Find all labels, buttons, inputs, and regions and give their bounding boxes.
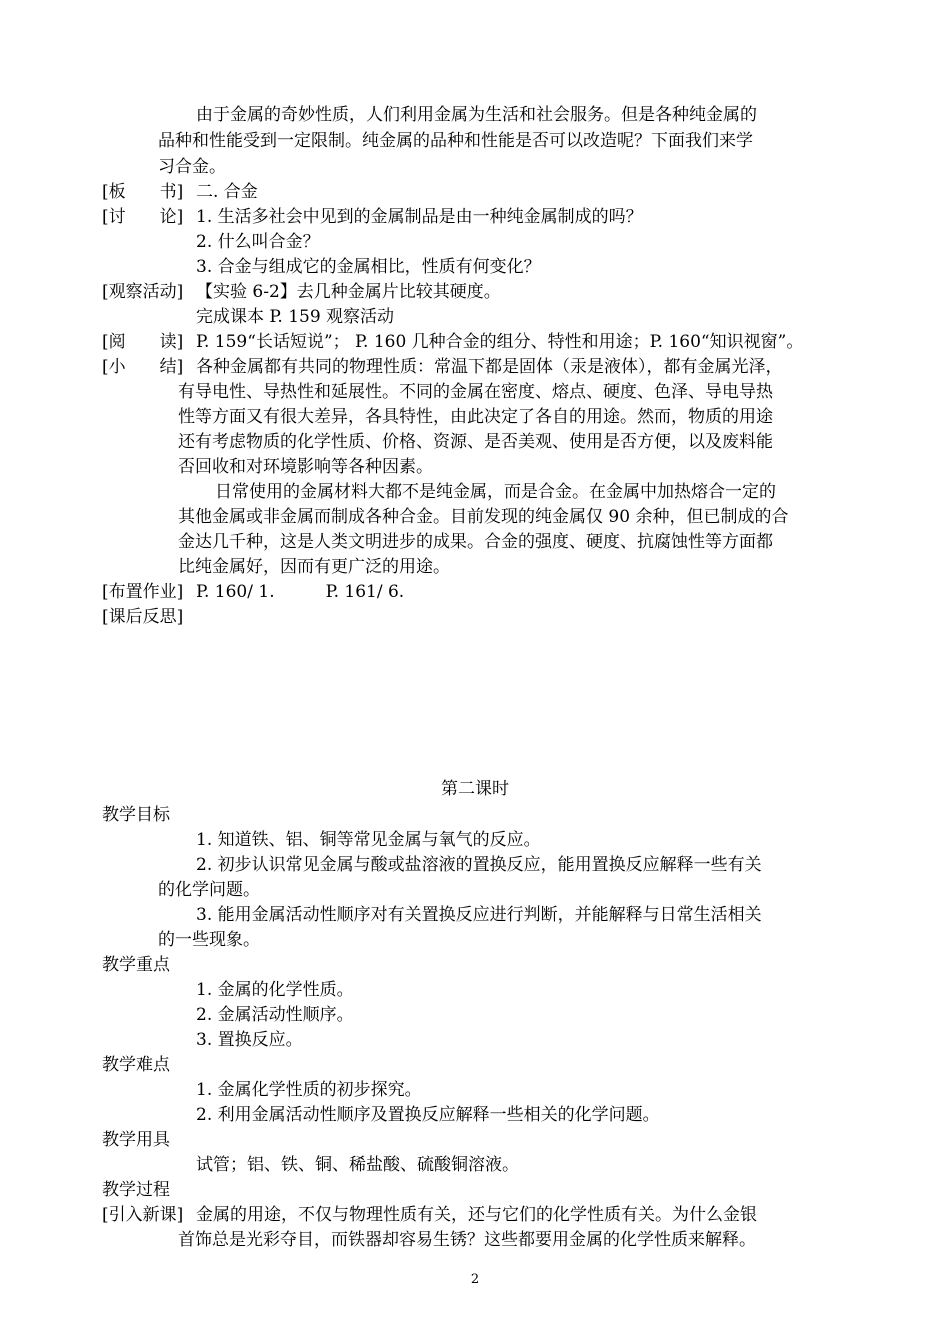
diff-line: 2. 利用金属活动性顺序及置换反应解释一些相关的化学问题。 [196,1105,660,1125]
board-label: [板 书] [102,182,184,202]
intro-line: 由于金属的奇妙性质，人们利用金属为生活和社会服务。但是各种纯金属的 [196,105,757,125]
read-text: P. 159“长话短说”； P. 160 几种合金的组分、特性和用途；P. 160“知识视窗”。 [196,332,804,352]
summary-line: 否回收和对环境影响等各种因素。 [178,457,433,477]
summary-line: 日常使用的金属材料大都不是纯金属，而是合金。在金属中加热熔合一定的 [215,482,776,502]
summary-line: 比纯金属好，因而有更广泛的用途。 [178,557,450,577]
intro-line: 首饰总是光彩夺目，而铁器却容易生锈？这些都要用金属的化学性质来解释。 [178,1230,756,1250]
discuss-item: 2. 什么叫合金？ [196,232,320,252]
intro-line: 品种和性能受到一定限制。纯金属的品种和性能是否可以改造呢？下面我们来学 [158,131,753,151]
goal-line: 的一些现象。 [158,930,260,950]
key-line: 1. 金属的化学性质。 [196,980,354,1000]
tools-line: 试管；铝、铁、铜、稀盐酸、硫酸铜溶液。 [196,1155,519,1175]
process-heading: 教学过程 [102,1180,170,1200]
read-label: [阅 读] [102,332,184,352]
intro-line: 金属的用途，不仅与物理性质有关，还与它们的化学性质有关。为什么金银 [196,1205,757,1225]
board-text: 二. 合金 [196,182,258,202]
observe-line: 【实验 6-2】去几种金属片比较其硬度。 [196,282,501,302]
summary-line: 性等方面又有很大差异，各具特性，由此决定了各自的用途。然而，物质的用途 [178,407,773,427]
goal-line: 1. 知道铁、铝、铜等常见金属与氧气的反应。 [196,830,541,850]
goal-line: 2. 初步认识常见金属与酸或盐溶液的置换反应，能用置换反应解释一些有关 [196,855,762,875]
homework-text: P. 160/ 1. P. 161/ 6. [196,582,405,602]
observe-label: [观察活动] [102,282,184,302]
summary-line: 还有考虑物质的化学性质、价格、资源、是否美观、使用是否方便，以及废料能 [178,432,773,452]
homework-label: [布置作业] [102,582,184,602]
intro-line: 习合金。 [158,157,226,177]
goal-line: 的化学问题。 [158,880,260,900]
discuss-item: 3. 合金与组成它的金属相比，性质有何变化？ [196,257,541,277]
goal-line: 3. 能用金属活动性顺序对有关置换反应进行判断，并能解释与日常生活相关 [196,905,762,925]
reflection-label: [课后反思] [102,607,184,627]
summary-line: 其他金属或非金属而制成各种合金。目前发现的纯金属仅 90 余种，但已制成的合 [178,507,789,527]
summary-label: [小 结] [102,357,184,377]
diff-line: 1. 金属化学性质的初步探究。 [196,1080,422,1100]
observe-line: 完成课本 P. 159 观察活动 [196,307,395,327]
tools-heading: 教学用具 [102,1130,170,1150]
discuss-item: 1. 生活多社会中见到的金属制品是由一种纯金属制成的吗？ [196,207,643,227]
page-number: 2 [470,1272,480,1287]
diff-heading: 教学难点 [102,1055,170,1075]
key-line: 3. 置换反应。 [196,1030,303,1050]
key-heading: 教学重点 [102,955,170,975]
summary-line: 金达几千种，这是人类文明进步的成果。合金的强度、硬度、抗腐蚀性等方面都 [178,532,773,552]
intro-label: [引入新课] [102,1205,184,1225]
discuss-label: [讨 论] [102,207,184,227]
key-line: 2. 金属活动性顺序。 [196,1005,354,1025]
section-title: 第二课时 [441,779,509,799]
summary-line: 有导电性、导热性和延展性。不同的金属在密度、熔点、硬度、色泽、导电导热 [178,382,773,402]
goals-heading: 教学目标 [102,805,170,825]
summary-line: 各种金属都有共同的物理性质：常温下都是固体（汞是液体），都有金属光泽， [196,357,783,377]
